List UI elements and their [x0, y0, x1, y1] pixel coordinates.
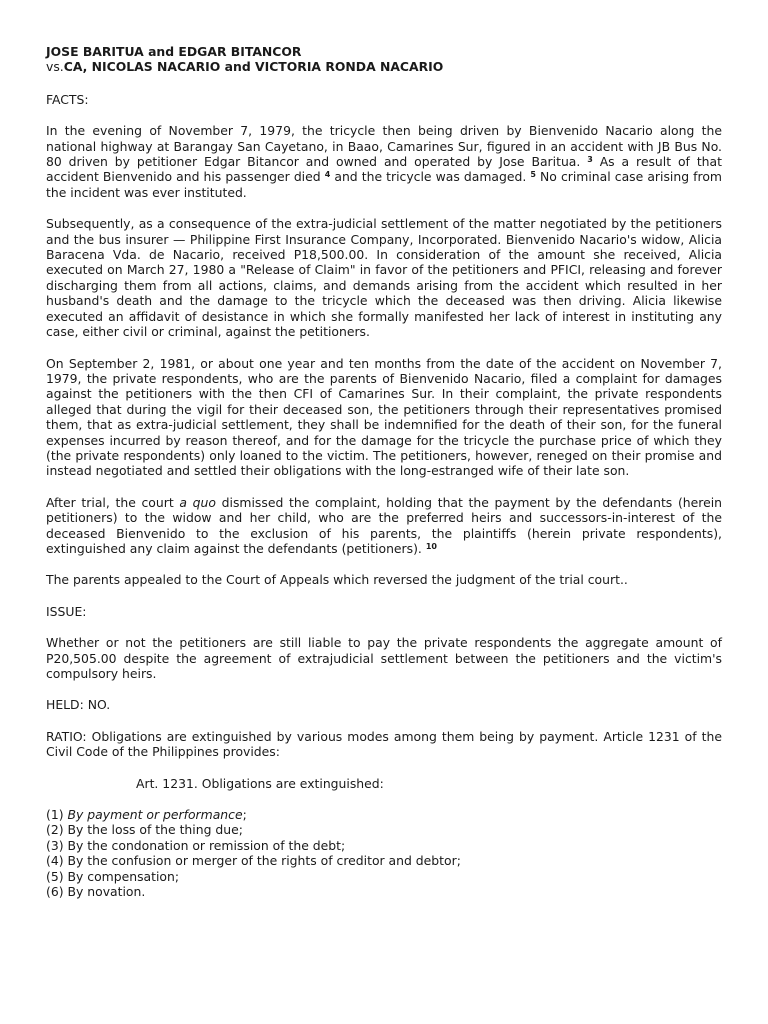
issue-text: Whether or not the petitioners are still liable to pay the private respondents the aggregate amount of P20,505.00 despite the agreement of extrajudicial settlement between the petitioners and the victim's compulsory heirs. — [46, 635, 722, 681]
list-item: (6) By novation. — [46, 884, 146, 900]
article-title: Art. 1231. Obligations are extinguished: — [136, 775, 384, 791]
facts-paragraph-4: After trial, the court a quo dismissed the complaint, holding that the payment by the defendants (herein petitioners) to the widow and her child, who are the preferred heirs and successors-in-interest of the deceased Bienvenido to the exclusion of his parents, the plaintiffs (herein private respondents), extinguished any claim against the defendants (petitioners). $^{10}$ — [46, 494, 722, 556]
list-item: (3) By the condonation or remission of the debt; — [46, 837, 346, 853]
list-item: (2) By the loss of the thing due; — [46, 822, 243, 838]
facts-paragraph-3: On September 2, 1981, or about one year and ten months from the date of the accident on November 7, 1979, the private respondents, who are the parents of Bienvenido Nacario, filed a complaint for damages against the petitioners with the then CFI of Camarines Sur. In their complaint, the private respondents alleged that during the vigil for their deceased son, the petitioners through their representatives promised them, that as extra-judicial settlement, they shall be indemnified for the death of their son, for the funeral expenses incurred by reason thereof, and for the damage for the tricycle the purchase price of which they (the private respondents) only loaned to the victim. The petitioners, however, reneged on their promise and instead negotiated and settled their obligations with the long-estranged wife of their late son. — [46, 355, 722, 479]
list-item: (5) By compensation; — [46, 868, 180, 884]
facts-paragraph-2: Subsequently, as a consequence of the extra-judicial settlement of the matter negotiated by the petitioners and the bus insurer — Philippine First Insurance Company, Incorporated. Bienvenido Nacario's widow, Alicia Baracena Vda. de Nacario, received P18,500.00. In consideration of the amount she received, Alicia executed on March 27, 1980 a "Release of Claim" in favor of the petitioners and PFICI, releasing and forever discharging them from all actions, claims, and demands arising from the accident which resulted in her husband's death and the damage to the tricycle which the deceased was then driving. Alicia likewise executed an affidavit of desistance in which she formally manifested her lack of interest in instituting any case, either civil or criminal, against the petitioners. — [46, 216, 722, 340]
issue-heading: ISSUE: — [46, 603, 87, 619]
footnote-10[interactable]: 10 — [425, 541, 437, 551]
footnote-5[interactable]: 5 — [530, 170, 536, 180]
facts-paragraph-1: In the evening of November 7, 1979, the tricycle then being driven by Bienvenido Nacario along the national highway at Barangay San Cayetano, in Baao, Camarines Sur, figured in an accident with JB Bus No. 80 driven by petitioner Edgar Bitancor and owned and operated by Jose Baritua. $^3$ As a result of that accident Bienvenido and his passenger died $^4$ and the tricycle was damaged. $^5$ No criminal case arising from the incident was ever instituted. — [46, 123, 722, 200]
held-text: HELD: NO. — [46, 697, 111, 713]
list-item: (4) By the confusion or merger of the rights of creditor and debtor; — [46, 853, 461, 869]
list-item: (1) By payment or performance; — [46, 807, 247, 823]
ratio-text: RATIO: Obligations are extinguished by various modes among them being by payment. Article 1231 of the Civil Code of the Philippines provides: — [46, 728, 722, 760]
case-title-line-1: JOSE BARITUA and EDGAR BITANCOR — [46, 44, 302, 59]
versus-label: vs. — [46, 59, 64, 75]
facts-paragraph-5: The parents appealed to the Court of Appeals which reversed the judgment of the trial court.. — [46, 572, 628, 588]
article-items-list — [46, 807, 722, 899]
footnote-3[interactable]: 3 — [587, 155, 593, 165]
case-title-line-2: vs.CA, NICOLAS NACARIO and VICTORIA RONDA NACARIO — [46, 59, 444, 75]
footnote-4[interactable]: 4 — [324, 170, 331, 180]
facts-heading: FACTS: — [46, 91, 89, 107]
a-quo-term: a quo — [179, 494, 216, 510]
